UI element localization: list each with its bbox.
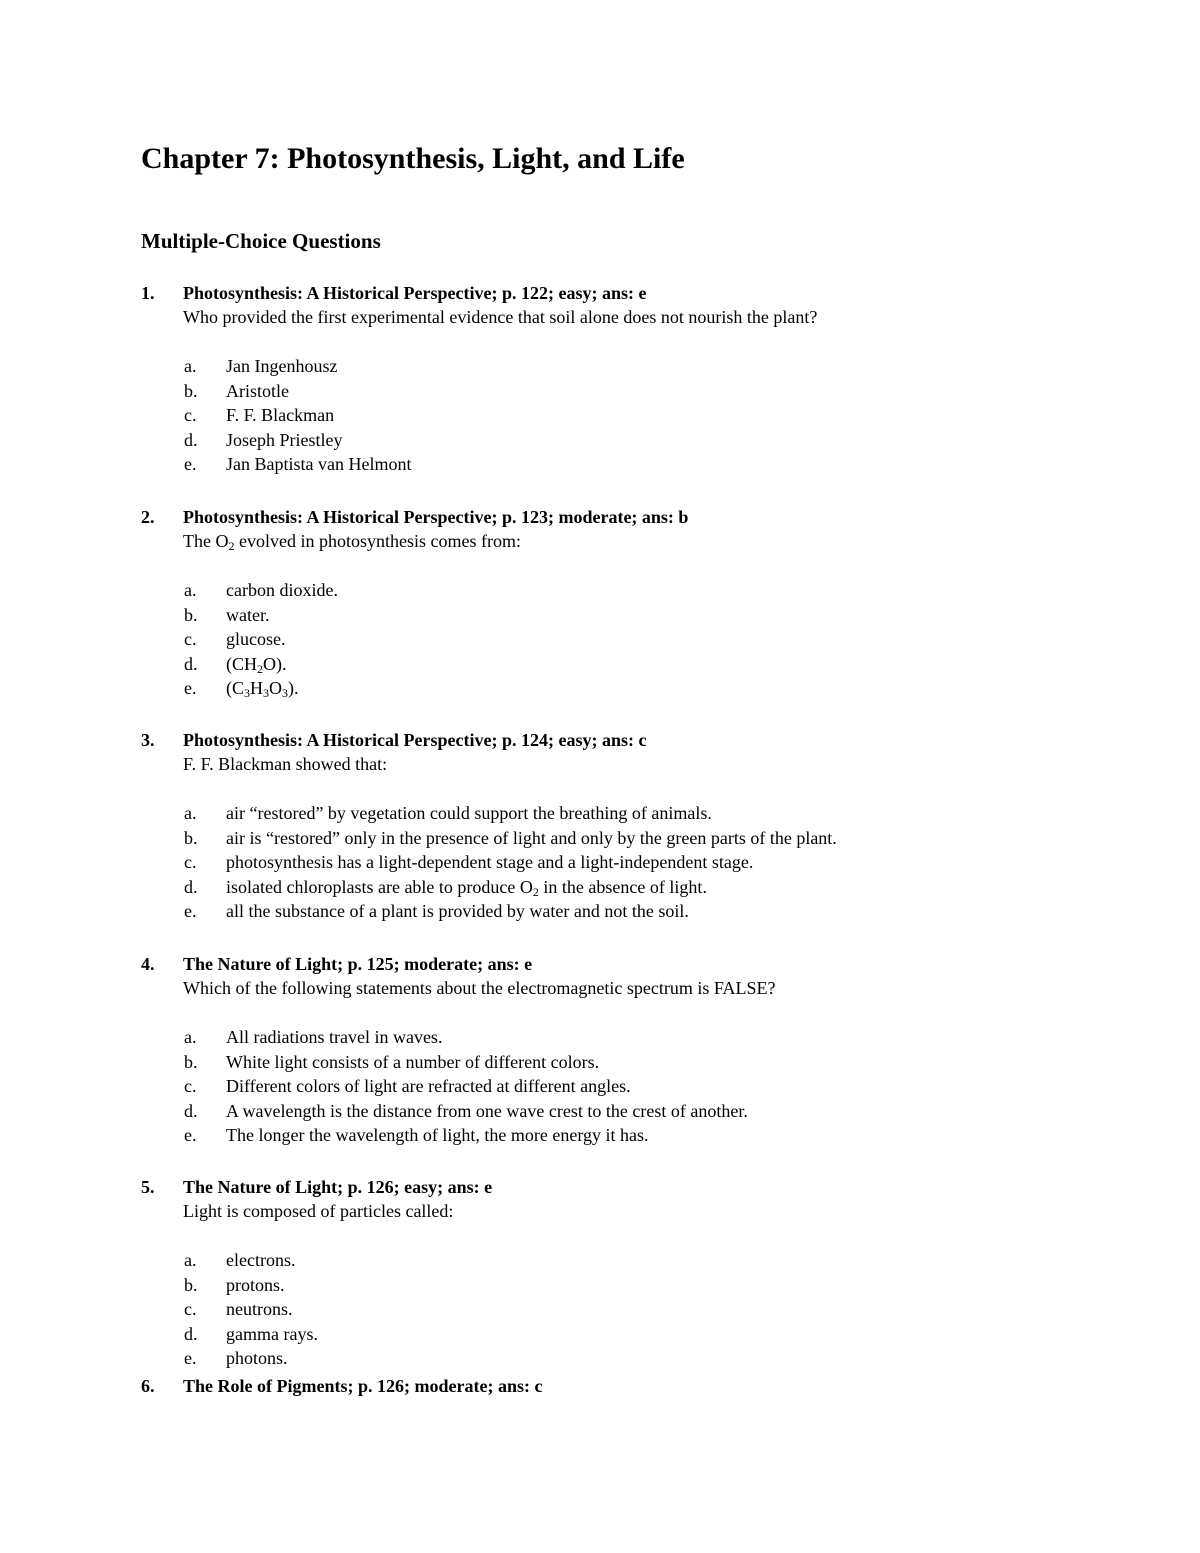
option-a xyxy=(0,1025,1200,1050)
question-header: The Role of Pigments; p. 126; moderate; ans: c xyxy=(183,1376,543,1396)
option-text: Aristotle xyxy=(226,380,289,401)
option-d xyxy=(0,875,1200,900)
question-number: 5. xyxy=(141,1177,155,1197)
option-letter: e. xyxy=(184,1125,197,1146)
option-a xyxy=(0,1248,1200,1273)
option-text: Joseph Priestley xyxy=(226,429,343,450)
options-list xyxy=(0,1248,1200,1371)
options-list xyxy=(0,1025,1200,1148)
question-text: The $O_2$ evolved in photosynthesis comes from: xyxy=(183,531,521,553)
option-c xyxy=(0,1074,1200,1099)
option-letter: a. xyxy=(184,803,197,823)
option-text: Jan Ingenhousz xyxy=(226,356,338,376)
option-text: neutrons. xyxy=(226,1299,293,1320)
option-text: water. xyxy=(226,604,270,625)
option-letter: e. xyxy=(184,678,197,699)
question-number: 4. xyxy=(141,954,155,974)
option-letter: a. xyxy=(184,580,197,600)
option-c xyxy=(0,403,1200,428)
option-text: White light consists of a number of different colors. xyxy=(226,1051,600,1072)
option-letter: b. xyxy=(184,1051,198,1072)
option-letter: b. xyxy=(184,604,198,625)
option-letter: c. xyxy=(184,1299,197,1320)
question-number: 3. xyxy=(141,730,155,750)
option-d xyxy=(0,1322,1200,1347)
option-letter: e. xyxy=(184,1348,197,1369)
option-text: $(CH_2O)$. xyxy=(226,653,287,676)
option-b xyxy=(0,1273,1200,1298)
option-letter: d. xyxy=(184,653,198,674)
question-header: The Nature of Light; p. 125; moderate; ans: e xyxy=(183,954,533,974)
option-letter: c. xyxy=(184,852,197,873)
option-text: photosynthesis has a light-dependent stage and a light-independent stage. xyxy=(226,852,754,873)
option-letter: d. xyxy=(184,876,198,897)
question-header: The Nature of Light; p. 126; easy; ans: e xyxy=(183,1177,493,1197)
chapter-title: Chapter 7: Photosynthesis, Light, and Life xyxy=(141,142,685,175)
question-number: 1. xyxy=(141,283,155,303)
option-letter: a. xyxy=(184,356,197,376)
options-list xyxy=(0,801,1200,924)
question-header: Photosynthesis: A Historical Perspective; p. 123; moderate; ans: b xyxy=(183,507,689,527)
option-text: $(C_3H_3O_3)$. xyxy=(226,678,299,701)
question-number: 6. xyxy=(141,1376,155,1396)
option-letter: b. xyxy=(184,827,198,848)
option-e xyxy=(0,676,1200,701)
option-text: isolated chloroplasts are able to produce $O_2$ in the absence of light. xyxy=(226,876,707,899)
option-letter: a. xyxy=(184,1250,197,1270)
option-text: All radiations travel in waves. xyxy=(226,1027,443,1047)
option-a xyxy=(0,578,1200,603)
option-letter: d. xyxy=(184,1100,198,1121)
question-text: F. F. Blackman showed that: xyxy=(183,754,388,774)
option-text: A wavelength is the distance from one wave crest to the crest of another. xyxy=(226,1100,748,1121)
option-e xyxy=(0,1123,1200,1148)
question-number: 2. xyxy=(141,507,155,527)
option-d xyxy=(0,428,1200,453)
question-header: Photosynthesis: A Historical Perspective; p. 122; easy; ans: e xyxy=(183,283,647,303)
option-text: photons. xyxy=(226,1348,288,1369)
option-a xyxy=(0,801,1200,826)
option-text: F. F. Blackman xyxy=(226,405,335,426)
option-text: gamma rays. xyxy=(226,1323,318,1344)
option-d xyxy=(0,652,1200,677)
option-b xyxy=(0,603,1200,628)
option-text: air “restored” by vegetation could support the breathing of animals. xyxy=(226,803,712,823)
option-text: all the substance of a plant is provided by water and not the soil. xyxy=(226,901,689,922)
option-letter: c. xyxy=(184,405,197,426)
option-letter: d. xyxy=(184,1323,198,1344)
option-letter: e. xyxy=(184,454,197,475)
option-letter: b. xyxy=(184,1274,198,1295)
option-text: electrons. xyxy=(226,1250,296,1270)
option-text: protons. xyxy=(226,1274,285,1295)
option-letter: c. xyxy=(184,1076,197,1097)
question-text: Who provided the first experimental evidence that soil alone does not nourish the plant? xyxy=(183,307,818,327)
section-heading: Multiple-Choice Questions xyxy=(141,229,381,253)
option-letter: a. xyxy=(184,1027,197,1047)
option-letter: e. xyxy=(184,901,197,922)
option-b xyxy=(0,826,1200,851)
option-letter: c. xyxy=(184,629,197,650)
option-b xyxy=(0,1050,1200,1075)
option-text: glucose. xyxy=(226,629,286,650)
option-text: carbon dioxide. xyxy=(226,580,338,600)
options-list xyxy=(0,354,1200,477)
option-e xyxy=(0,452,1200,477)
question-text: Light is composed of particles called: xyxy=(183,1201,454,1221)
option-b xyxy=(0,379,1200,404)
option-c xyxy=(0,627,1200,652)
question-text: Which of the following statements about the electromagnetic spectrum is FALSE? xyxy=(183,978,776,998)
option-text: The longer the wavelength of light, the more energy it has. xyxy=(226,1125,649,1146)
option-e xyxy=(0,899,1200,924)
option-letter: b. xyxy=(184,380,198,401)
option-letter: d. xyxy=(184,429,198,450)
option-text: Different colors of light are refracted at different angles. xyxy=(226,1076,631,1097)
option-d xyxy=(0,1099,1200,1124)
question-header: Photosynthesis: A Historical Perspective; p. 124; easy; ans: c xyxy=(183,730,647,750)
option-text: Jan Baptista van Helmont xyxy=(226,454,412,475)
option-text: air is “restored” only in the presence of light and only by the green parts of the plant. xyxy=(226,827,837,848)
option-a xyxy=(0,354,1200,379)
option-c xyxy=(0,850,1200,875)
option-e xyxy=(0,1346,1200,1371)
option-c xyxy=(0,1297,1200,1322)
options-list xyxy=(0,578,1200,701)
